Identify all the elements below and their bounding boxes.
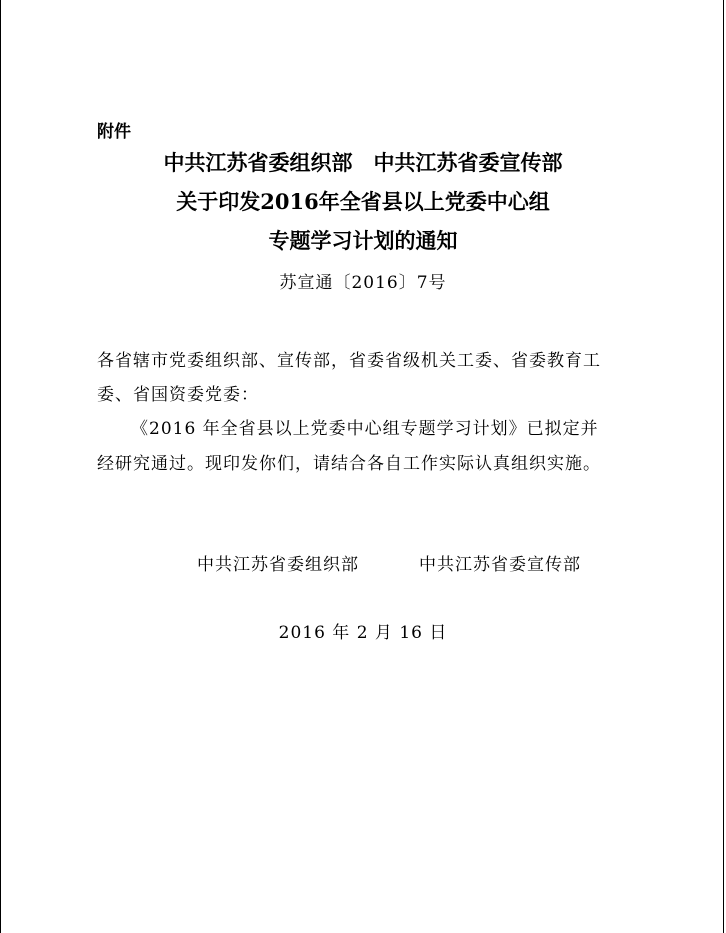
document-date: 2016 年 2 月 16 日 xyxy=(278,623,448,643)
signatory-organization-department: 中共江苏省委组织部 xyxy=(197,555,359,575)
body-line-2: 委、省国资委党委： xyxy=(97,385,259,405)
document-title-line-1: 中共江苏省委组织部 中共江苏省委宣传部 xyxy=(163,150,563,175)
body-line-3: 《2016 年全省县以上党委中心组专题学习计划》已拟定并 xyxy=(131,419,599,439)
signatory-propaganda-department: 中共江苏省委宣传部 xyxy=(419,555,581,575)
document-number: 苏宣通〔2016〕7号 xyxy=(279,273,447,293)
body-line-4: 经研究通过。现印发你们，请结合各自工作实际认真组织实施。 xyxy=(97,454,601,474)
document-title-line-2: 关于印发2016年全省县以上党委中心组 xyxy=(176,189,550,214)
attachment-label: 附件 xyxy=(97,122,131,142)
document-title-line-3: 专题学习计划的通知 xyxy=(268,228,458,253)
body-line-1: 各省辖市党委组织部、宣传部，省委省级机关工委、省委教育工 xyxy=(97,351,601,371)
